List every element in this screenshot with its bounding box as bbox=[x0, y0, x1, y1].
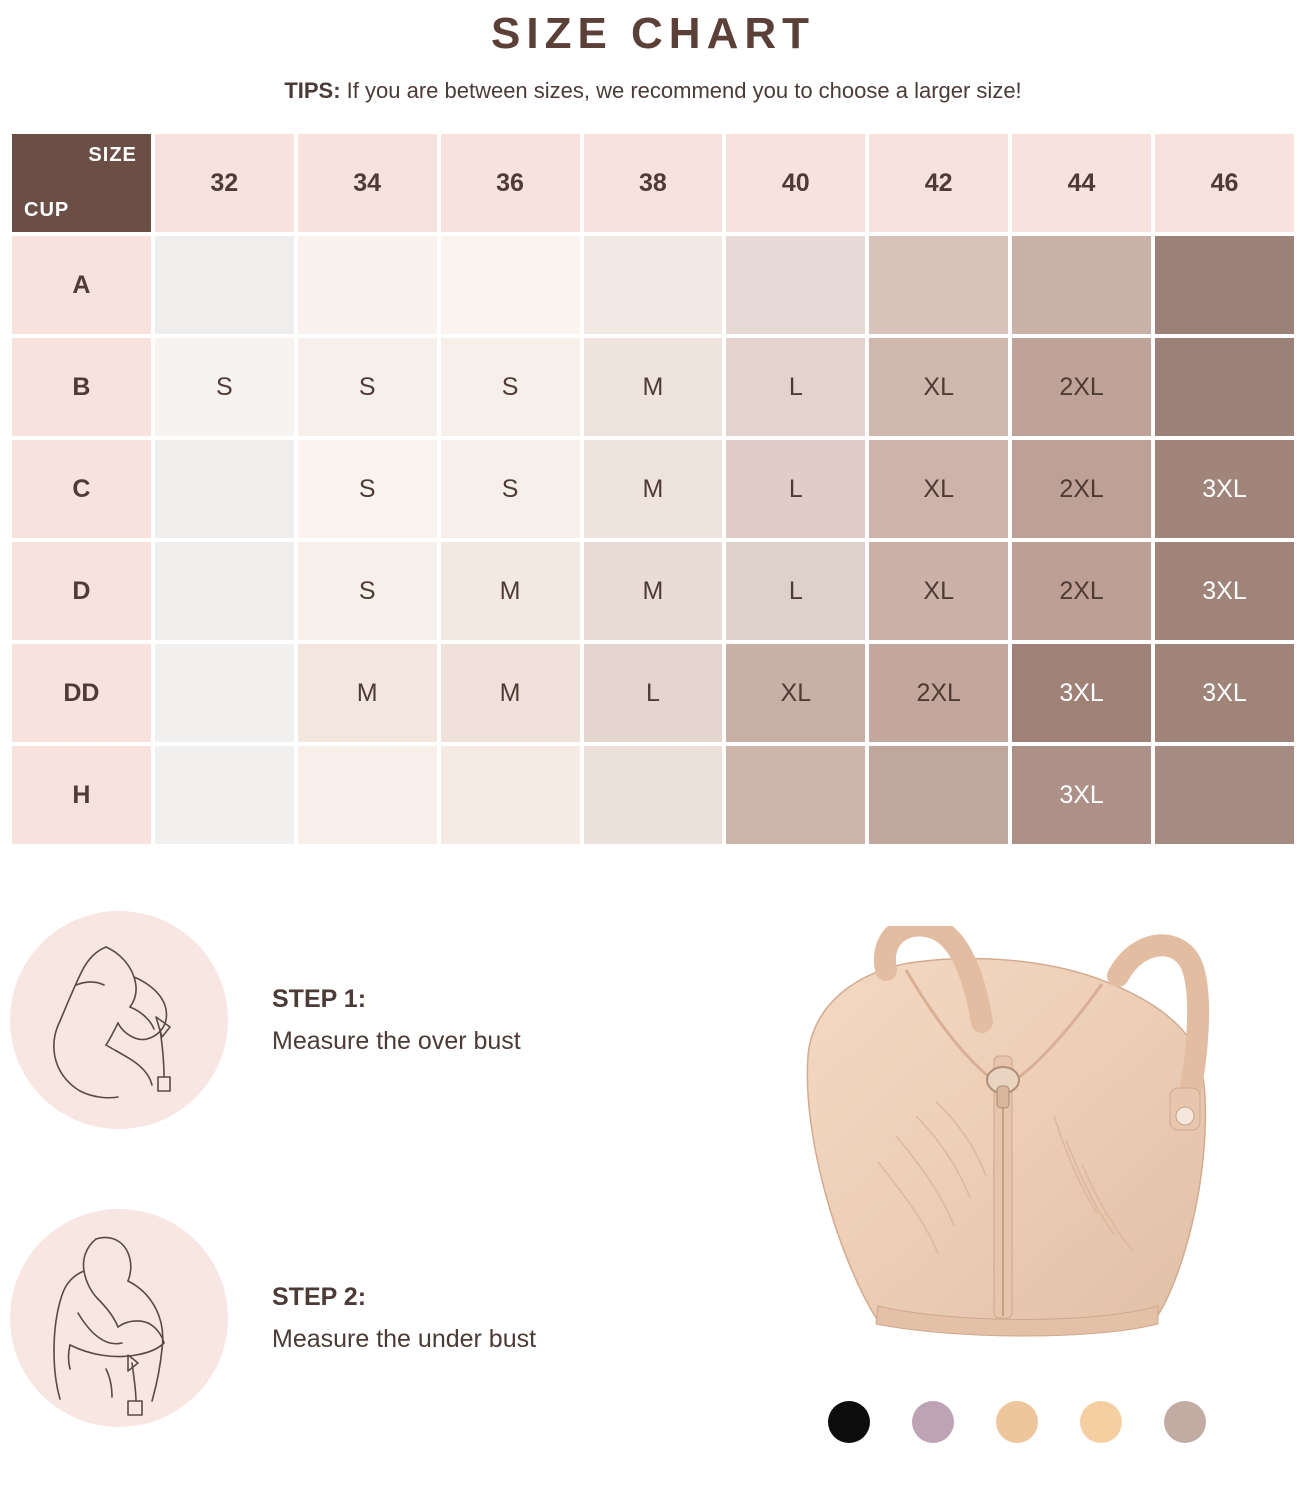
corner-size-label: SIZE bbox=[88, 144, 137, 166]
size-cell-DD-46: 3XL bbox=[1155, 644, 1294, 742]
size-cell-B-36: S bbox=[441, 338, 580, 436]
table-corner-cell bbox=[12, 134, 151, 232]
size-cell-H-38 bbox=[584, 746, 723, 844]
size-cell-C-46: 3XL bbox=[1155, 440, 1294, 538]
swatch-4[interactable] bbox=[1080, 1401, 1122, 1443]
column-header-38: 38 bbox=[584, 134, 723, 232]
tips-line bbox=[0, 76, 1306, 106]
size-cell-DD-42: 2XL bbox=[869, 644, 1008, 742]
size-cell-H-32 bbox=[155, 746, 294, 844]
size-cell-C-32 bbox=[155, 440, 294, 538]
table-row bbox=[12, 236, 1294, 334]
size-cell-DD-32 bbox=[155, 644, 294, 742]
under-bust-measure-icon bbox=[10, 1209, 228, 1427]
step-row bbox=[10, 1209, 650, 1427]
size-cell-C-34: S bbox=[298, 440, 437, 538]
size-cell-A-34 bbox=[298, 236, 437, 334]
tips-label: TIPS: bbox=[284, 78, 341, 103]
size-cell-A-32 bbox=[155, 236, 294, 334]
step-text bbox=[272, 978, 521, 1062]
column-header-36: 36 bbox=[441, 134, 580, 232]
size-cell-A-40 bbox=[726, 236, 865, 334]
step-row bbox=[10, 911, 650, 1129]
size-cell-D-40: L bbox=[726, 542, 865, 640]
size-cell-C-42: XL bbox=[869, 440, 1008, 538]
step-heading: STEP 2: bbox=[272, 1283, 367, 1311]
size-cell-H-36 bbox=[441, 746, 580, 844]
size-cell-H-46 bbox=[1155, 746, 1294, 844]
table-row bbox=[12, 542, 1294, 640]
column-header-40: 40 bbox=[726, 134, 865, 232]
row-header-D: D bbox=[12, 542, 151, 640]
row-header-B: B bbox=[12, 338, 151, 436]
tips-text: If you are between sizes, we recommend you to choose a larger size! bbox=[340, 78, 1022, 103]
size-cell-A-46 bbox=[1155, 236, 1294, 334]
column-header-32: 32 bbox=[155, 134, 294, 232]
size-cell-C-44: 2XL bbox=[1012, 440, 1151, 538]
size-cell-DD-38: L bbox=[584, 644, 723, 742]
size-cell-B-44: 2XL bbox=[1012, 338, 1151, 436]
size-cell-DD-40: XL bbox=[726, 644, 865, 742]
row-header-C: C bbox=[12, 440, 151, 538]
size-cell-H-40 bbox=[726, 746, 865, 844]
size-cell-C-36: S bbox=[441, 440, 580, 538]
size-cell-D-32 bbox=[155, 542, 294, 640]
row-header-DD: DD bbox=[12, 644, 151, 742]
table-row bbox=[12, 746, 1294, 844]
size-chart-table bbox=[8, 130, 1298, 848]
size-cell-D-34: S bbox=[298, 542, 437, 640]
size-chart-table-wrap bbox=[8, 130, 1298, 848]
corner-cup-label: CUP bbox=[24, 199, 70, 221]
page-title: SIZE CHART bbox=[491, 9, 815, 58]
size-cell-A-38 bbox=[584, 236, 723, 334]
column-header-44: 44 bbox=[1012, 134, 1151, 232]
column-header-46: 46 bbox=[1155, 134, 1294, 232]
step-description: Measure the under bust bbox=[272, 1325, 537, 1353]
size-cell-H-42 bbox=[869, 746, 1008, 844]
column-header-34: 34 bbox=[298, 134, 437, 232]
row-header-H: H bbox=[12, 746, 151, 844]
front-closure-bra-photo bbox=[766, 926, 1286, 1356]
size-cell-H-34 bbox=[298, 746, 437, 844]
size-cell-DD-44: 3XL bbox=[1012, 644, 1151, 742]
table-row bbox=[12, 338, 1294, 436]
size-cell-C-40: L bbox=[726, 440, 865, 538]
size-cell-D-38: M bbox=[584, 542, 723, 640]
step-text bbox=[272, 1276, 536, 1360]
row-header-A: A bbox=[12, 236, 151, 334]
size-cell-A-36 bbox=[441, 236, 580, 334]
table-row bbox=[12, 644, 1294, 742]
measure-steps bbox=[10, 911, 650, 1507]
size-cell-DD-34: M bbox=[298, 644, 437, 742]
swatch-3[interactable] bbox=[996, 1401, 1038, 1443]
size-cell-B-38: M bbox=[584, 338, 723, 436]
size-cell-H-44: 3XL bbox=[1012, 746, 1151, 844]
swatch-5[interactable] bbox=[1164, 1401, 1206, 1443]
step-heading: STEP 1: bbox=[272, 985, 367, 1013]
size-cell-D-42: XL bbox=[869, 542, 1008, 640]
size-cell-B-42: XL bbox=[869, 338, 1008, 436]
table-row bbox=[12, 440, 1294, 538]
size-cell-D-46: 3XL bbox=[1155, 542, 1294, 640]
size-cell-B-34: S bbox=[298, 338, 437, 436]
size-cell-A-42 bbox=[869, 236, 1008, 334]
size-cell-D-44: 2XL bbox=[1012, 542, 1151, 640]
size-cell-C-38: M bbox=[584, 440, 723, 538]
swatch-2[interactable] bbox=[912, 1401, 954, 1443]
size-cell-A-44 bbox=[1012, 236, 1151, 334]
swatch-1[interactable] bbox=[828, 1401, 870, 1443]
step-description: Measure the over bust bbox=[272, 1027, 521, 1055]
column-header-42: 42 bbox=[869, 134, 1008, 232]
size-cell-B-32: S bbox=[155, 338, 294, 436]
size-cell-B-40: L bbox=[726, 338, 865, 436]
size-cell-D-36: M bbox=[441, 542, 580, 640]
table-header-row bbox=[12, 134, 1294, 232]
over-bust-measure-icon bbox=[10, 911, 228, 1129]
color-swatches[interactable] bbox=[828, 1401, 1206, 1443]
size-cell-B-46 bbox=[1155, 338, 1294, 436]
size-cell-DD-36: M bbox=[441, 644, 580, 742]
